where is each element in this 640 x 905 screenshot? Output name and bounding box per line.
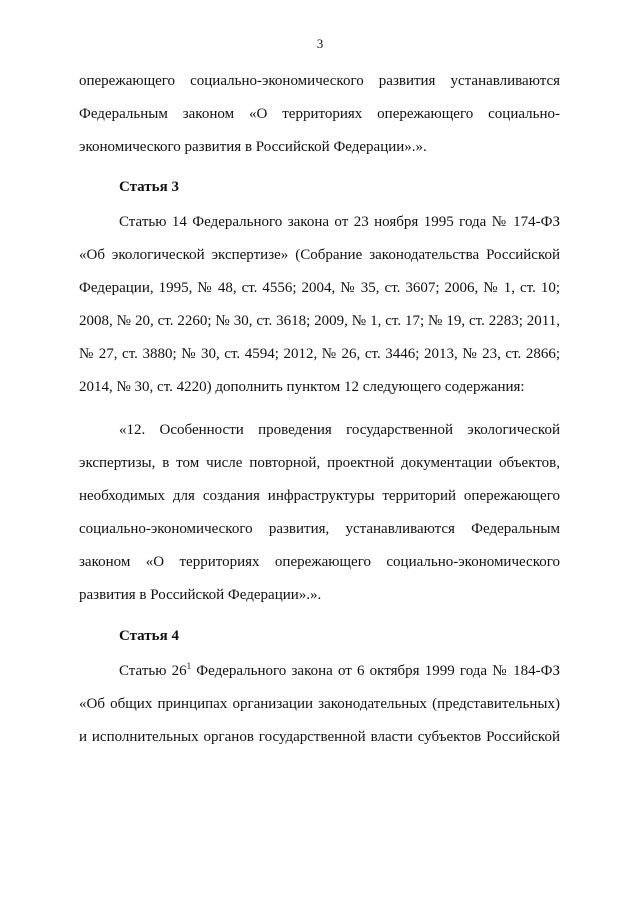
paragraph-line: [79, 655, 560, 688]
paragraph-line: № 27, ст. 3880; № 30, ст. 4594; 2012, № 26, ст. 3446; 2013, № 23, ст. 2866;: [79, 346, 560, 362]
paragraph-line: Федеральным законом «О территориях опережающего социально-: [79, 106, 560, 122]
article-3-heading: Статья 3: [119, 179, 179, 195]
continuation-paragraph: [79, 65, 560, 164]
superscript-index: 1: [186, 661, 192, 671]
article-3-paragraph-2: [79, 414, 560, 612]
paragraph-line: и исполнительных органов государственной власти субъектов Российской: [79, 729, 560, 745]
paragraph-line: «12. Особенности проведения государственной экологической: [119, 422, 560, 438]
paragraph-line: экспертизы, в том числе повторной, проектной документации объектов,: [79, 455, 560, 471]
paragraph-line: экономического развития в Российской Федерации».».: [79, 139, 427, 155]
page-number: 3: [316, 36, 324, 51]
paragraph-line: социально-экономического развития, устанавливаются Федеральным: [79, 521, 560, 537]
article-4-heading: Статья 4: [119, 628, 179, 644]
paragraph-line: развития в Российской Федерации».».: [79, 587, 322, 603]
paragraph-line: необходимых для создания инфраструктуры территорий опережающего: [79, 488, 560, 504]
article-4-paragraph: [79, 655, 560, 754]
paragraph-line: 2008, № 20, ст. 2260; № 30, ст. 3618; 2009, № 1, ст. 17; № 19, ст. 2283; 2011,: [79, 313, 560, 329]
paragraph-line: Статью 14 Федерального закона от 23 ноября 1995 года № 174-ФЗ: [119, 214, 560, 230]
paragraph-line: 2014, № 30, ст. 4220) дополнить пунктом 12 следующего содержания:: [79, 379, 525, 395]
article-4-line-end: Федерального закона от 6 октября 1999 года № 184-ФЗ: [191, 663, 561, 679]
paragraph-line: законом «О территориях опережающего социально-экономического: [79, 554, 560, 570]
paragraph-line: «Об общих принципах организации законодательных (представительных): [79, 696, 560, 712]
paragraph-line: опережающего социально-экономического развития устанавливаются: [79, 73, 560, 89]
paragraph-line: «Об экологической экспертизе» (Собрание законодательства Российской: [79, 247, 560, 263]
paragraph-line: Федерации, 1995, № 48, ст. 4556; 2004, № 35, ст. 3607; 2006, № 1, ст. 10;: [79, 280, 560, 296]
article-4-line-start: Статью 26: [119, 663, 187, 679]
article-4-section: [79, 620, 560, 653]
article-3-paragraph-1: [79, 206, 560, 404]
article-3-section: [79, 171, 560, 204]
